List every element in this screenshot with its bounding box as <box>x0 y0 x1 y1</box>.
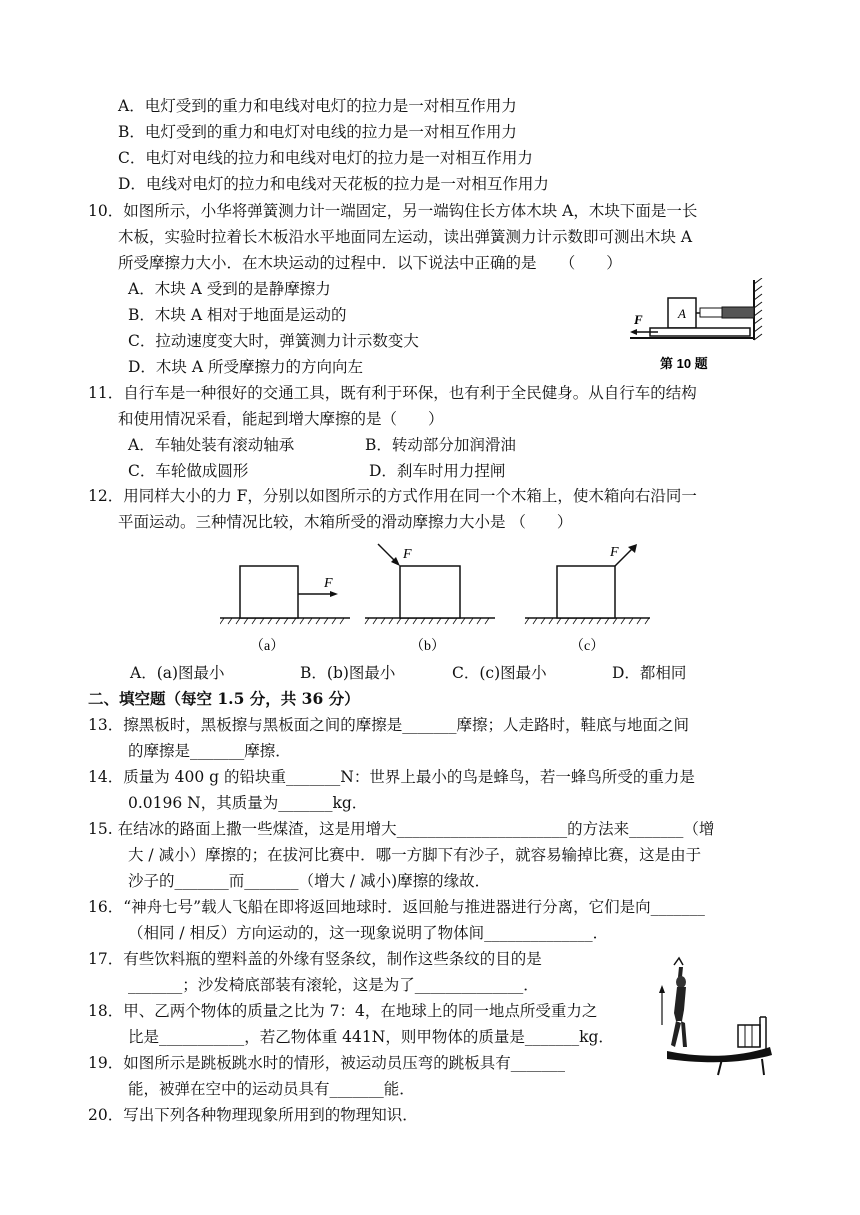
q10-stem-line-2: 木板，实验时拉着长木板沿水平地面同左运动，读出弹簧测力计示数即可测出木块 A <box>118 228 693 246</box>
diving-board-figure <box>652 955 777 1083</box>
q15-line-1: 15. 在结冰的路面上撒一些煤渣，这是用增大______________________的方法来_______（增 <box>88 820 715 838</box>
q10-stem-line-3: 所受摩擦力大小．在木块运动的过程中．以下说法中正确的是 （ ） <box>118 254 622 272</box>
q12-stem-line-1: 12．用同样大小的力 F，分别以如图所示的方式作用在同一个木箱上，使木箱向右沿同一 <box>88 487 697 505</box>
figure-a-label: （a） <box>250 639 285 654</box>
q10-figure <box>620 278 770 374</box>
q12-option-d: D．都相同 <box>612 664 687 682</box>
figure-a <box>220 566 350 654</box>
q12-stem-line-2: 平面运动。三种情况比较，木箱所受的滑动摩擦力大小是 （ ） <box>118 513 573 531</box>
figure-c-label: （c） <box>570 639 605 654</box>
q20-line: 20．写出下列各种物理现象所用到的物理知识． <box>88 1106 418 1124</box>
force-f-label: F <box>634 312 643 327</box>
q11-option-b: B．转动部分加润滑油 <box>365 436 516 454</box>
q10-figure-caption: 第 10 题 <box>660 356 708 371</box>
q9-option-c: C．电灯对电线的拉力和电线对电灯的拉力是一对相互作用力 <box>118 149 533 167</box>
q11-stem-line-1: 11．自行车是一种很好的交通工具，既有利于环保，也有利于全民健身。从自行车的结构 <box>88 384 697 402</box>
diver-head <box>676 976 686 988</box>
q11-option-d: D．刹车时用力捏闸 <box>369 462 506 480</box>
q14-line-1: 14．质量为 400 g 的铅块重_______N：世界上最小的鸟是蜂鸟，若一蜂鸟所受的重力是 <box>88 768 695 786</box>
q19-line-1: 19．如图所示是跳板跳水时的情形，被运动员压弯的跳板具有_______ <box>88 1054 565 1072</box>
q19-line-2: 能，被弹在空中的运动员具有_______能． <box>128 1080 415 1098</box>
figure-c <box>525 544 650 654</box>
q9-option-d: D．电线对电灯的拉力和电线对天花板的拉力是一对相互作用力 <box>118 175 549 193</box>
block-a-label: A <box>678 306 686 321</box>
spring-scale-body <box>722 307 754 318</box>
q13-line-1: 13．擦黑板时，黑板擦与黑板面之间的摩擦是_______摩擦；人走路时，鞋底与地面之间 <box>88 716 689 734</box>
q11-option-a: A．车轴处装有滚动轴承 <box>128 436 295 454</box>
figure-b-force-label: F <box>403 547 412 562</box>
q18-line-2: 比是___________，若乙物体重 441N，则甲物体的质量是_______kg． <box>128 1028 614 1046</box>
q10-option-b: B．木块 A 相对于地面是运动的 <box>128 306 347 324</box>
q15-line-2: 大 / 减小）摩擦的；在拔河比赛中．哪一方脚下有沙子，就容易输掉比赛，这是由于 <box>128 846 702 864</box>
figure-b-label: （b） <box>410 639 445 654</box>
q13-line-2: 的摩擦是_______摩擦． <box>128 742 291 760</box>
q16-line-2: （相同 / 相反）方向运动的，这一现象说明了物体间______________． <box>128 924 609 942</box>
q11-option-c: C．车轮做成圆形 <box>128 462 249 480</box>
q18-line-1: 18．甲、乙两个物体的质量之比为 7：4，在地球上的同一地点所受重力之 <box>88 1002 598 1020</box>
q10-stem-line-1: 10．如图所示，小华将弹簧测力计一端固定，另一端钩住长方体木块 A，木块下面是一长 <box>88 202 698 220</box>
diving-board <box>667 1047 772 1062</box>
q15-line-3: 沙子的_______而_______（增大 / 减小)摩擦的缘故． <box>128 872 491 890</box>
q10-option-d: D．木块 A 所受摩擦力的方向向左 <box>128 358 363 376</box>
q10-option-c: C．拉动速度变大时，弹簧测力计示数变大 <box>128 332 419 350</box>
q12-figures <box>220 538 650 658</box>
section-2-title: 二、填空题（每空 1.5 分，共 36 分） <box>88 689 360 708</box>
q12-option-b: B．(b)图最小 <box>300 664 396 682</box>
q16-line-1: 16．“神舟七号”载人飞船在即将返回地球时．返回舱与推进器进行分离，它们是向_______ <box>88 898 705 916</box>
q11-stem-line-2: 和使用情况采看，能起到增大摩擦的是（ ） <box>118 410 444 428</box>
q12-option-c: C．(c)图最小 <box>452 664 547 682</box>
q10-option-a: A．木块 A 受到的是静摩擦力 <box>128 280 331 298</box>
diver-body <box>674 987 686 1021</box>
figure-c-force-label: F <box>610 545 619 560</box>
spring-scale <box>700 308 722 317</box>
q17-line-1: 17．有些饮料瓶的塑料盖的外缘有竖条纹，制作这些条纹的目的是 <box>88 950 542 968</box>
q17-line-2: _______；沙发椅底部装有滚轮，这是为了______________． <box>128 976 539 994</box>
board-stand <box>738 1025 760 1047</box>
figure-b <box>365 544 495 654</box>
q9-option-b: B．电灯受到的重力和电灯对电线的拉力是一对相互作用力 <box>118 123 517 141</box>
q14-line-2: 0.0196 N，其质量为_______kg． <box>128 794 368 812</box>
figure-a-force-label: F <box>324 576 333 591</box>
long-board <box>650 328 750 336</box>
q12-option-a: A．(a)图最小 <box>130 664 225 682</box>
q9-option-a: A．电灯受到的重力和电线对电灯的拉力是一对相互作用力 <box>118 97 517 115</box>
